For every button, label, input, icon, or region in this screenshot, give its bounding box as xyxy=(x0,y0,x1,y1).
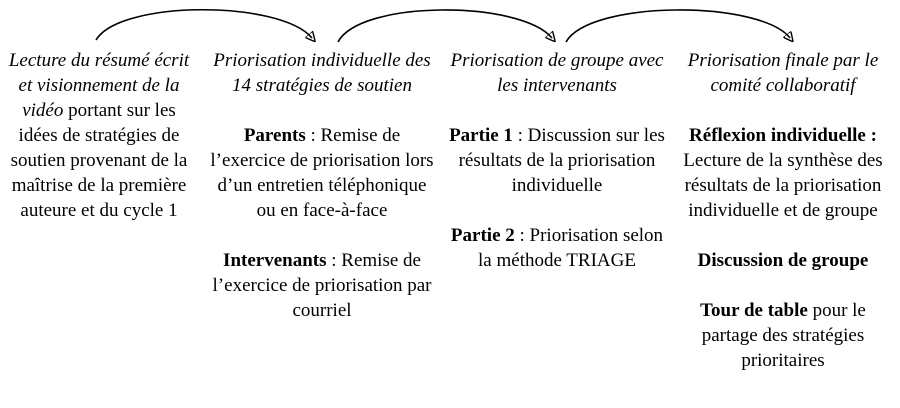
reflexion-label: Réflexion individuelle xyxy=(689,125,866,146)
tour-text: pour le partage des stratégies prioritaires xyxy=(701,300,866,371)
parents-label: Parents xyxy=(243,125,306,146)
discussion-label: Discussion de groupe xyxy=(697,250,869,271)
step-3 xyxy=(448,48,666,273)
step-3-title: Priorisation de groupe avec les intervenants xyxy=(450,50,664,96)
step-2-intervenants xyxy=(206,248,438,323)
step-2 xyxy=(206,48,438,323)
step-1-rest: portant sur les idées de stratégies de soutien provenant de la maîtrise de la première auteure et du cycle 1 xyxy=(10,100,188,221)
part1-label: Partie 1 xyxy=(449,125,513,146)
step-3-part2 xyxy=(448,223,666,273)
part2-text: : Priorisation selon la méthode TRIAGE xyxy=(478,225,664,271)
step-4-title: Priorisation finale par le comité collaboratif xyxy=(687,50,879,96)
intervenants-label: Intervenants xyxy=(223,250,327,271)
part2-label: Partie 2 xyxy=(450,225,515,246)
arrow-step1-to-step2 xyxy=(96,10,312,40)
tour-label: Tour de table xyxy=(700,300,808,321)
step-2-title: Priorisation individuelle des 14 stratégies de soutien xyxy=(213,50,431,96)
step-4 xyxy=(672,48,894,373)
step-1-text xyxy=(6,48,192,223)
arrow-step3-to-step4 xyxy=(566,10,790,42)
step-4-tour xyxy=(672,298,894,373)
arrow-step2-to-step3 xyxy=(338,10,552,42)
part1-text: : Discussion sur les résultats de la priorisation individuelle xyxy=(458,125,665,196)
parents-text: : Remise de l’exercice de priorisation lors d’un entretien téléphonique ou en face-à-face xyxy=(210,125,434,221)
reflexion-text: Lecture de la synthèse des résultats de la priorisation individuelle et de groupe xyxy=(683,150,883,221)
step-1 xyxy=(6,48,192,223)
step-1-italic: Lecture du résumé écrit et visionnement de la vidéo xyxy=(8,50,190,121)
step-2-parents xyxy=(206,123,438,223)
step-3-part1 xyxy=(448,123,666,198)
intervenants-text: : Remise de l’exercice de priorisation par courriel xyxy=(212,250,432,321)
step-4-reflexion: Réflexion individuelle : Lecture de la synthèse des résultats de la priorisation individuelle et de groupe xyxy=(683,125,883,221)
